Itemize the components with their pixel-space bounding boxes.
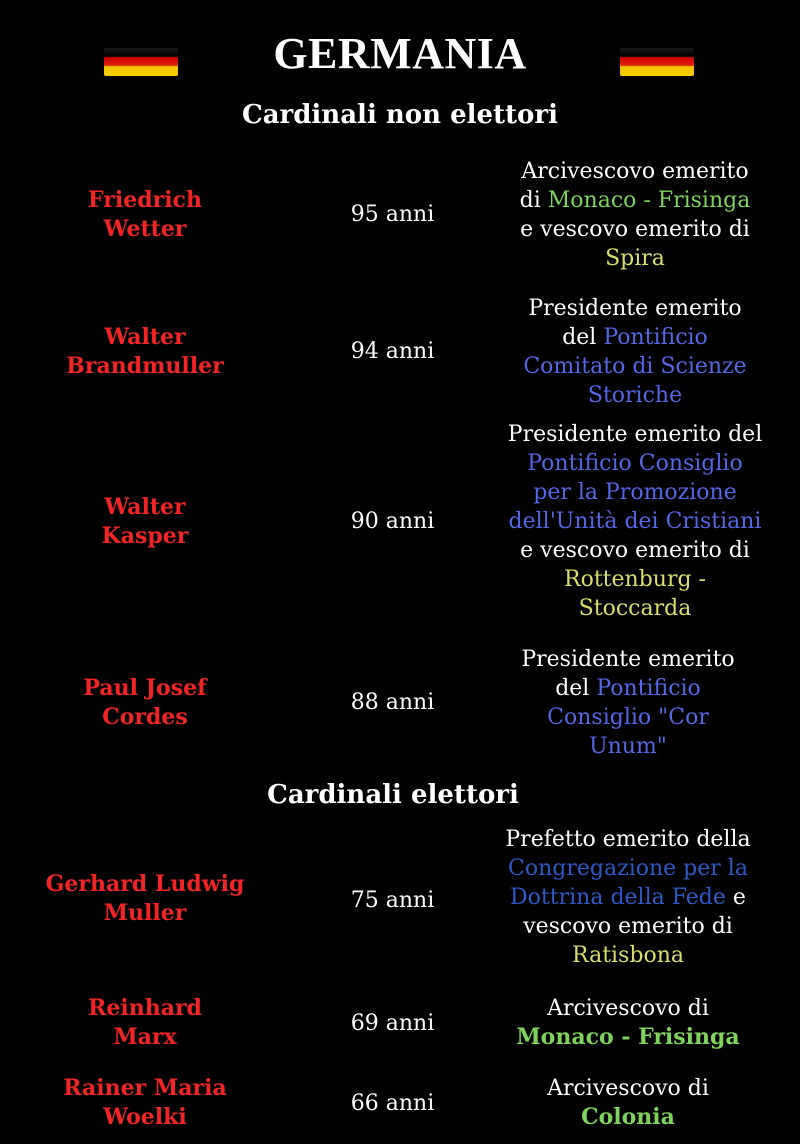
cardinal-role: Prefetto emerito della Congregazione per la Dottrina della Fede e vescovo emerito di Ratisbona: [505, 827, 751, 968]
cardinal-role: Arcivescovo di Monaco - Frisinga: [516, 996, 740, 1050]
page-title: GERMANIA: [273, 29, 527, 78]
cardinal-role: Presidente emerito del Pontificio Comitato di Scienze Storiche: [523, 296, 747, 408]
section-heading-non-electors: Cardinali non elettori: [242, 100, 558, 130]
cardinal-name: Paul Josef Cordes: [83, 675, 207, 730]
cardinal-age: 94 anni: [350, 339, 435, 364]
cardinal-role: Presidente emerito del Pontificio Consiglio "Cor Unum": [521, 647, 735, 759]
cardinal-age: 69 anni: [350, 1011, 435, 1036]
cardinal-age: 66 anni: [350, 1091, 435, 1116]
cardinal-name: Reinhard Marx: [88, 995, 202, 1050]
cardinal-age: 88 anni: [350, 690, 435, 715]
cardinal-name: Friedrich Wetter: [88, 187, 202, 242]
cardinal-role: Presidente emerito del Pontificio Consiglio per la Promozione dell'Unità dei Cristiani e vescovo emerito di Rottenburg - Stoccarda: [507, 422, 763, 621]
cardinal-age: 90 anni: [350, 509, 435, 534]
cardinal-role: Arcivescovo di Colonia: [547, 1076, 709, 1130]
cardinal-age: 95 anni: [350, 202, 435, 227]
cardinal-name: Gerhard Ludwig Muller: [45, 871, 245, 926]
section-heading-electors: Cardinali elettori: [267, 780, 519, 810]
cardinal-age: 75 anni: [350, 888, 435, 913]
cardinal-role: Arcivescovo emerito di Monaco - Frisinga e vescovo emerito di Spira: [519, 159, 751, 271]
cardinal-name: Rainer Maria Woelki: [63, 1075, 227, 1130]
cardinal-name: Walter Kasper: [101, 494, 189, 549]
cardinal-name: Walter Brandmuller: [66, 324, 224, 379]
